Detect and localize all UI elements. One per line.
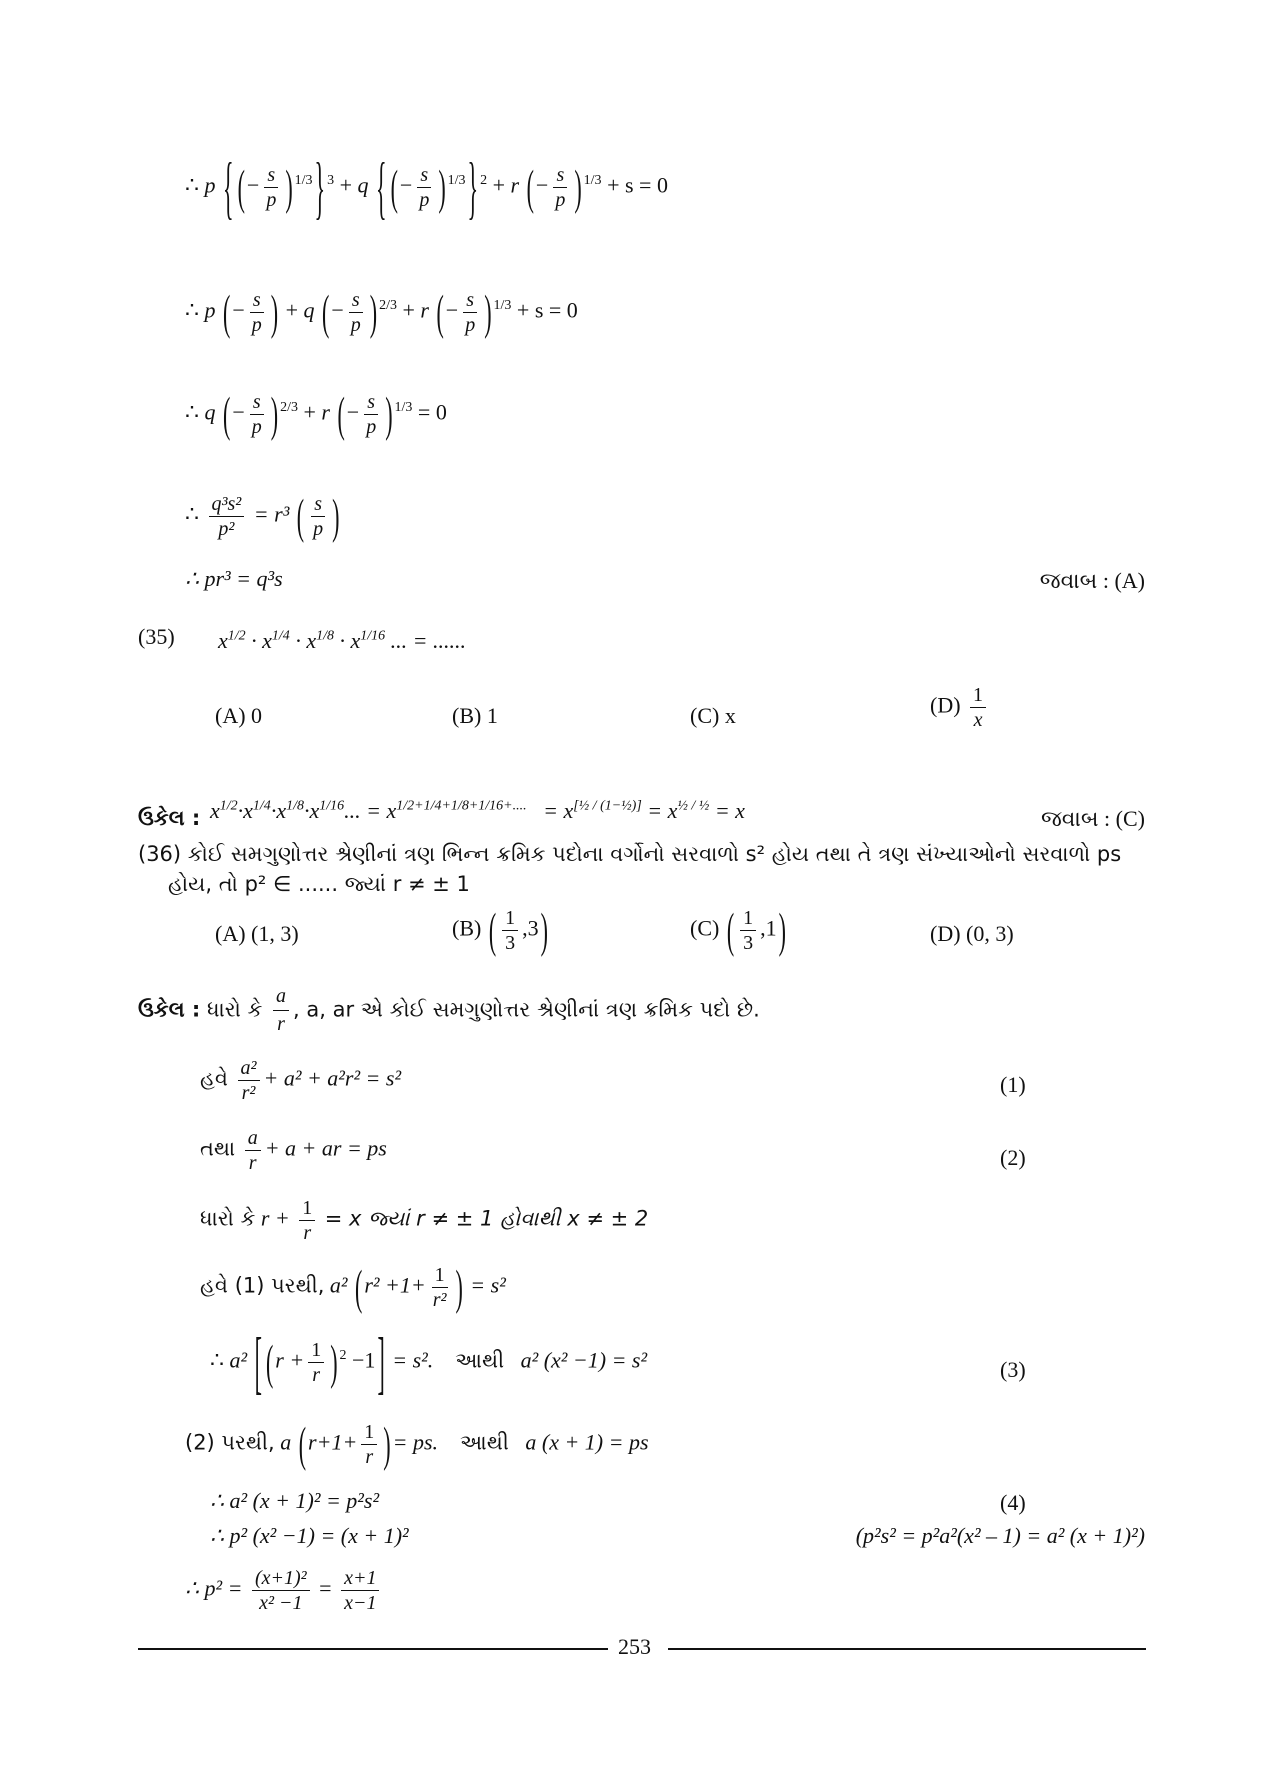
q36-option-b: (B) ( $\frac{1}{3}$ ,3) xyxy=(452,901,548,957)
page-number: 253 xyxy=(618,1634,651,1659)
q36-option-a: (A) (1, 3) xyxy=(215,921,299,946)
q35-number: (35) xyxy=(138,624,175,649)
q36-let: ધારો કે r + $\frac{1}{r}$ = x જ્યાં r ≠ ± 1 હોવાથી x ≠ ± 2 xyxy=(200,1197,649,1244)
q36-from2: (2) પરથી, a (r+1+ $\frac{1}{r}$ )= ps. આથી a (x + 1) = ps xyxy=(185,1415,649,1471)
q35-solution-label: ઉકેલ : xyxy=(138,806,201,830)
q36-question-line1: (36) કોઈ સમગુણોત્તર શ્રેણીનાં ત્રણ ભિન્ન ક્રમિક પદોના વર્ગોનો સરવાળો s² હોય તથા તે ત્રણ સંખ્યાઓનો સરવાળો ps xyxy=(138,842,1122,866)
answer-c: જવાબ : (C) xyxy=(1040,806,1145,831)
q36-side-note: (p²s² = p²a²(x² – 1) = a² (x + 1)²) xyxy=(855,1523,1145,1548)
q36-eq3: ∴ a² [ (r + $\frac{1}{r}$ ) $^2$ −1] = s². આથી a² (x² −1) = s² xyxy=(210,1320,648,1401)
q36-option-d: (D) (0, 3) xyxy=(930,921,1014,946)
eq-line-2: ∴ p (− $\frac{s}{p}$ ) + q (− $\frac{s}{p}$ ) $^{2/3}$ + r (− $\frac{s}{p}$ ) $^{1/3}$ + s = 0 xyxy=(185,283,578,339)
q35-solution: $x^{1/2}\cdot x^{1/4}\cdot x^{1/8}\cdot x^{1/16}$... = $x^{1/2+1/4+1/8+1/16+....} = x[\frac{1}{2} / (1-\frac{1}{2})] = x^{\frac{1}{2} / \frac{1}{2}} = x$ xyxy=(210,798,745,823)
eq-num-4: (4) xyxy=(1000,1490,1026,1515)
answer-a: જવાબ : (A) xyxy=(1039,568,1145,593)
eq-line-4: ∴ $\frac{\text{q³s²}}{\text{p²}}$ = r³ ( $\frac{s}{p}$ ) xyxy=(185,487,340,543)
footer-rule-right xyxy=(668,1648,1146,1650)
eq-line-5: ∴ pr³ = q³s xyxy=(185,566,283,591)
eq-num-1: (1) xyxy=(1000,1072,1026,1097)
q35-expr: $x^{1/2} \cdot x^{1/4} \cdot x^{1/8} \cdot x^{1/16}$ ... = ...... xyxy=(218,628,466,653)
q36-question-line2: હોય, તો p² ∈ ...... જ્યાં r ≠ ± 1 xyxy=(168,872,470,896)
eq-num-2: (2) xyxy=(1000,1145,1026,1170)
q35-option-c: (C) x xyxy=(690,703,736,728)
q36-from1: હવે (1) પરથી, a² (r² +1+ $\frac{1}{\text{r²}}$ ) = s² xyxy=(200,1258,506,1314)
footer-rule-left xyxy=(138,1648,608,1650)
q36-option-c: (C) ( $\frac{1}{3}$ ,1) xyxy=(690,901,786,957)
q36-eq5: ∴ p² (x² −1) = (x + 1)² xyxy=(210,1523,409,1548)
q36-eq4: ∴ a² (x + 1)² = p²s² xyxy=(210,1488,380,1513)
q35-option-a: (A) 0 xyxy=(215,703,263,728)
eq-num-3: (3) xyxy=(1000,1357,1026,1382)
q35-option-d: (D) $\frac{1}{x}$ xyxy=(930,685,990,730)
q35-option-b: (B) 1 xyxy=(452,703,498,728)
eq-line-1: ∴ p { (− $\frac{s}{p}$ ) $^{1/3}$} $^3$ + q { (− $\frac{s}{p}$ ) $^{1/3}$} $^2$ + r (− $\frac{s}{p}$ ) $^{1/3}$ + s = 0 xyxy=(185,145,668,226)
q36-eq2: તથા $\frac{a}{r}$ + a + ar = ps xyxy=(200,1127,387,1174)
q36-eq1: હવે $\frac{\text{a²}}{\text{r²}}$ + a² + a²r² = s² xyxy=(200,1057,402,1104)
q36-solution-intro: ઉકેલ : ધારો કે $\frac{a}{r}$ , a, ar એ કોઈ સમગુણોત્તર શ્રેણીનાં ત્રણ ક્રમિક પદો છે. xyxy=(138,985,760,1035)
eq-line-3: ∴ q (− $\frac{s}{p}$ ) $^{2/3}$ + r (− $\frac{s}{p}$ ) $^{1/3}$ = 0 xyxy=(185,385,447,441)
q36-eq6: ∴ p² = $\frac{\text{(x+1)²}}{\text{x² −1}}$ = $\frac{x+1}{x-1}$ xyxy=(185,1568,383,1613)
